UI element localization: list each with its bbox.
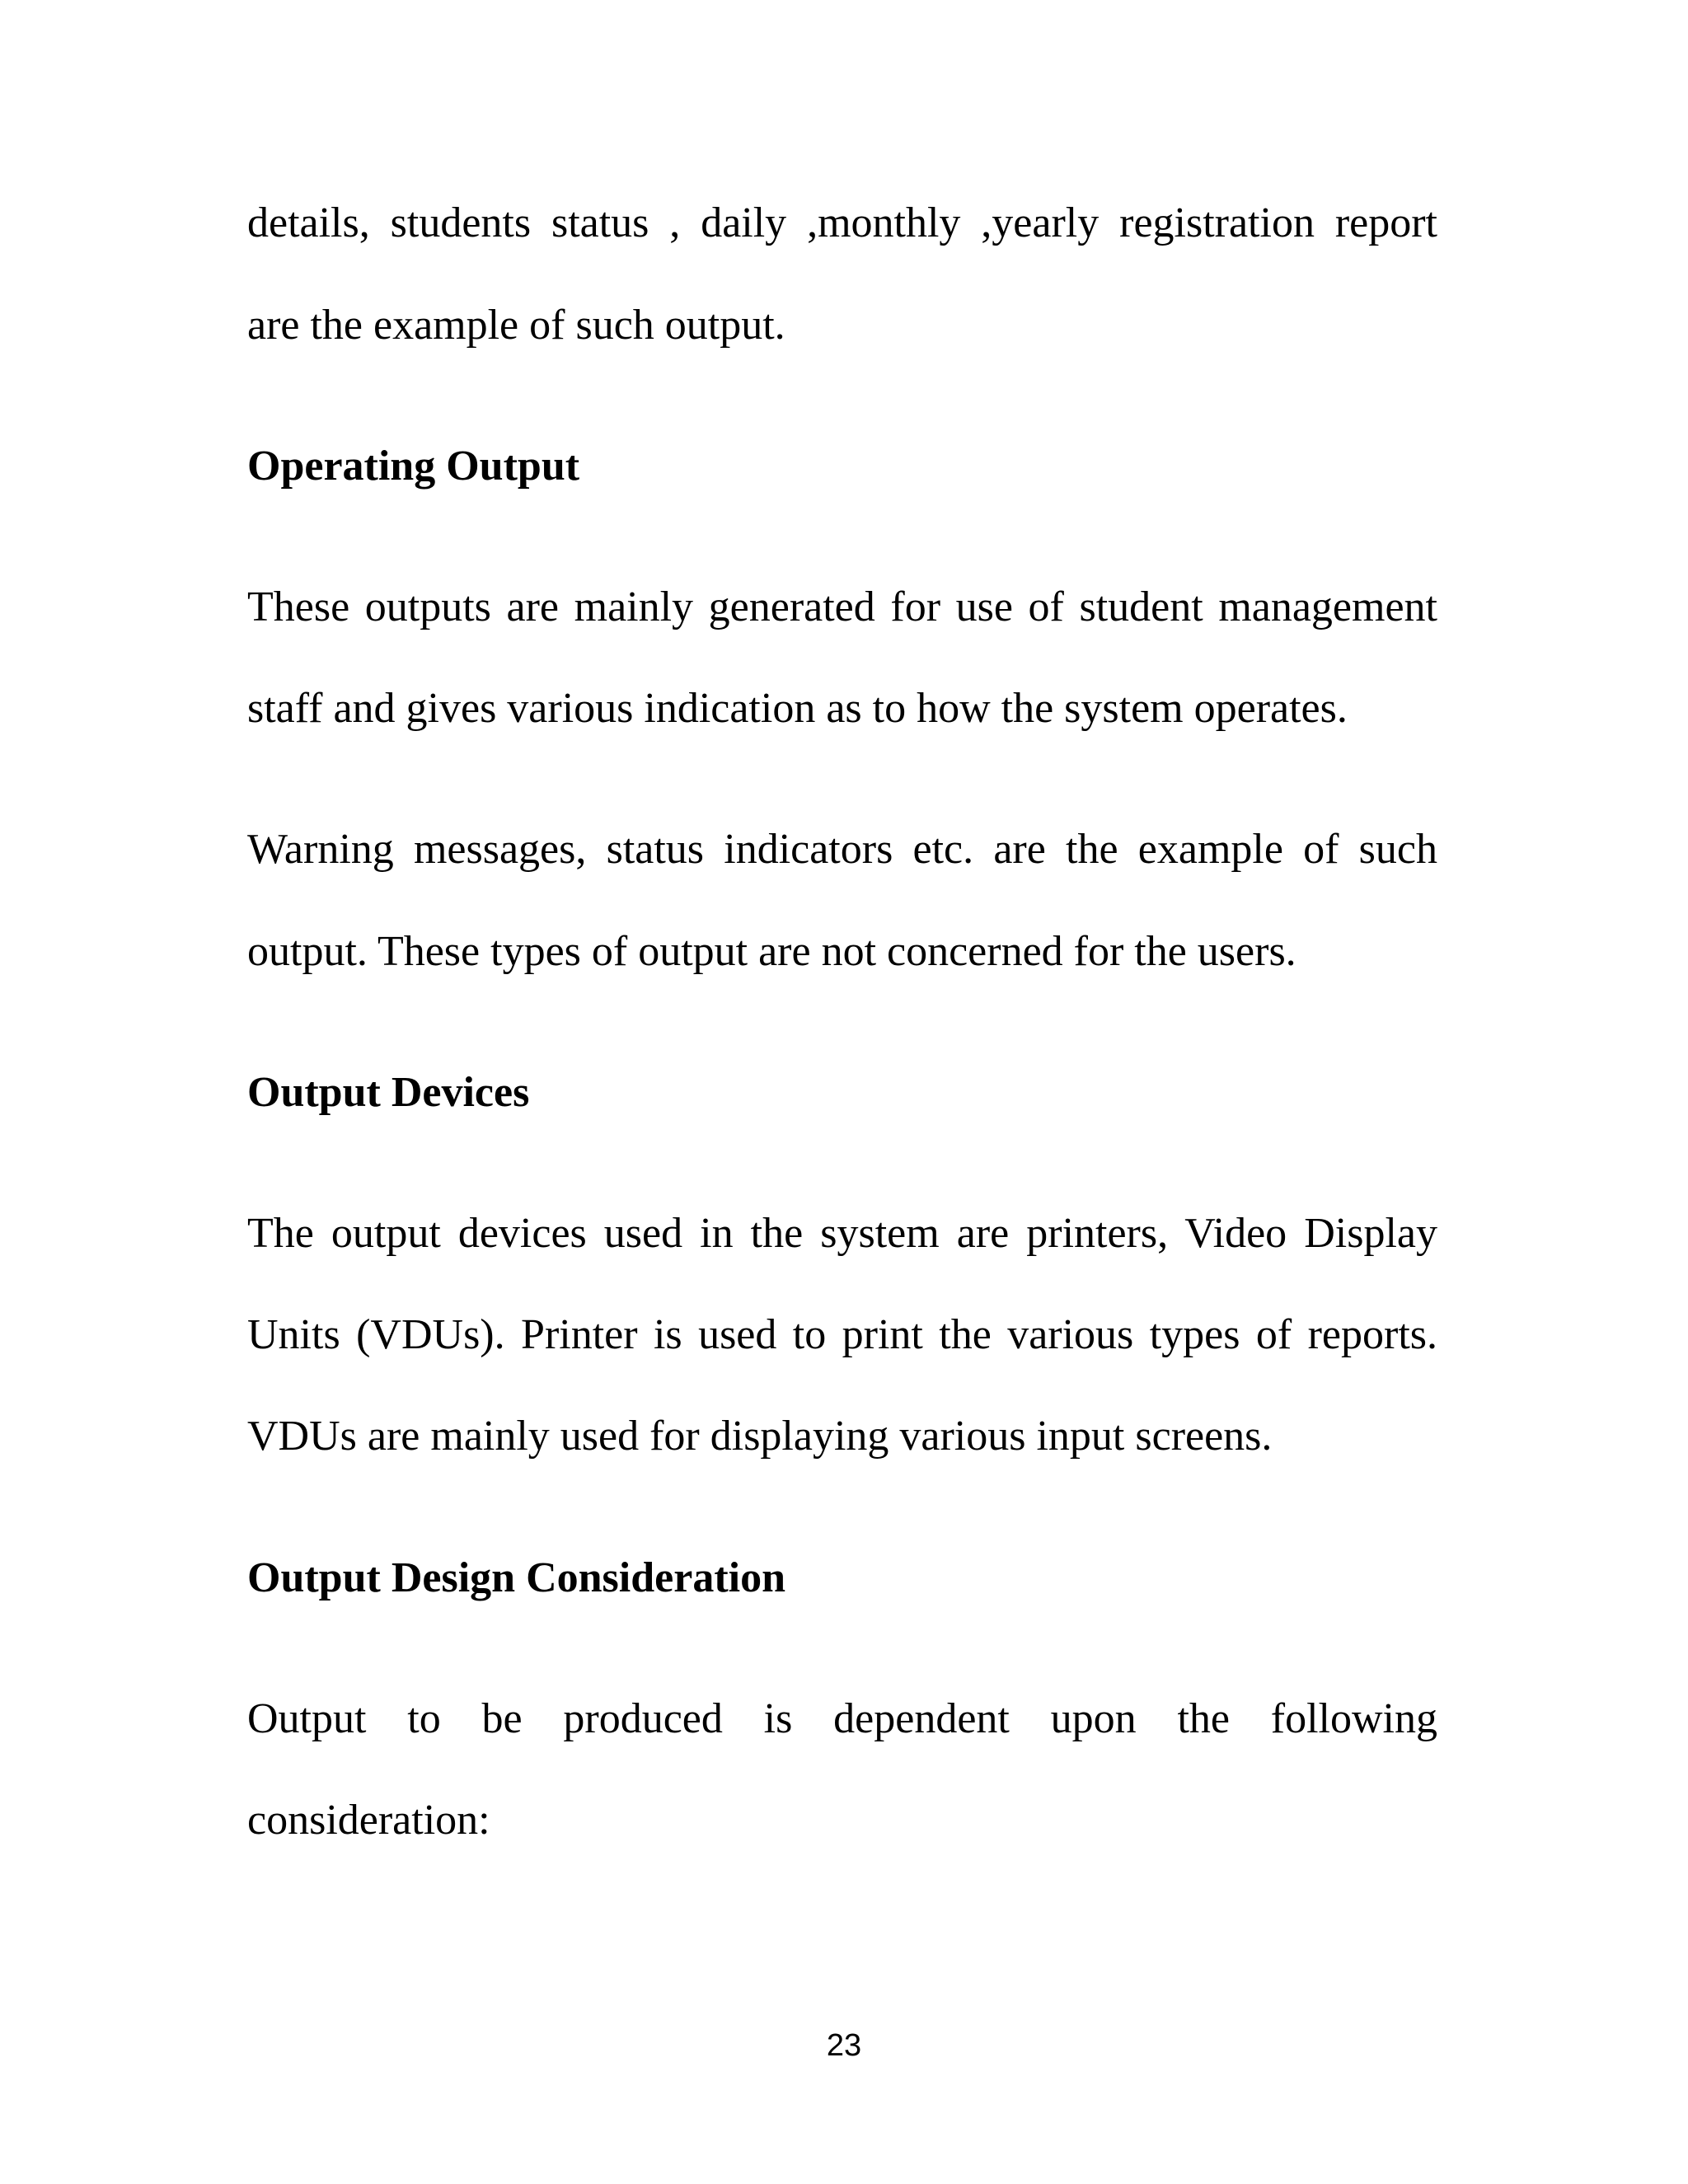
- paragraph-line: details, students status , daily ,monthly ,yearly registration report: [247, 199, 1437, 246]
- paragraph-line: These outputs are mainly generated for use of student management: [247, 583, 1437, 630]
- paragraph-line: are the example of such output.: [247, 302, 785, 349]
- paragraph-line: output. These types of output are not concerned for the users.: [247, 928, 1296, 975]
- paragraph-line: Output to be produced is dependent upon the following: [247, 1695, 1437, 1742]
- paragraph-line: Warning messages, status indicators etc. are the example of such: [247, 826, 1437, 873]
- paragraph-line: consideration:: [247, 1797, 490, 1844]
- section-heading-operating-output: Operating Output: [247, 443, 580, 490]
- section-heading-output-devices: Output Devices: [247, 1069, 530, 1116]
- paragraph-line: The output devices used in the system are printers, Video Display: [247, 1210, 1437, 1257]
- page-number: 23: [826, 2028, 862, 2063]
- paragraph-line: VDUs are mainly used for displaying various input screens.: [247, 1413, 1273, 1460]
- paragraph-line: Units (VDUs). Printer is used to print the various types of reports.: [247, 1311, 1437, 1358]
- section-heading-output-design-consideration: Output Design Consideration: [247, 1554, 785, 1601]
- paragraph-line: staff and gives various indication as to how the system operates.: [247, 685, 1348, 732]
